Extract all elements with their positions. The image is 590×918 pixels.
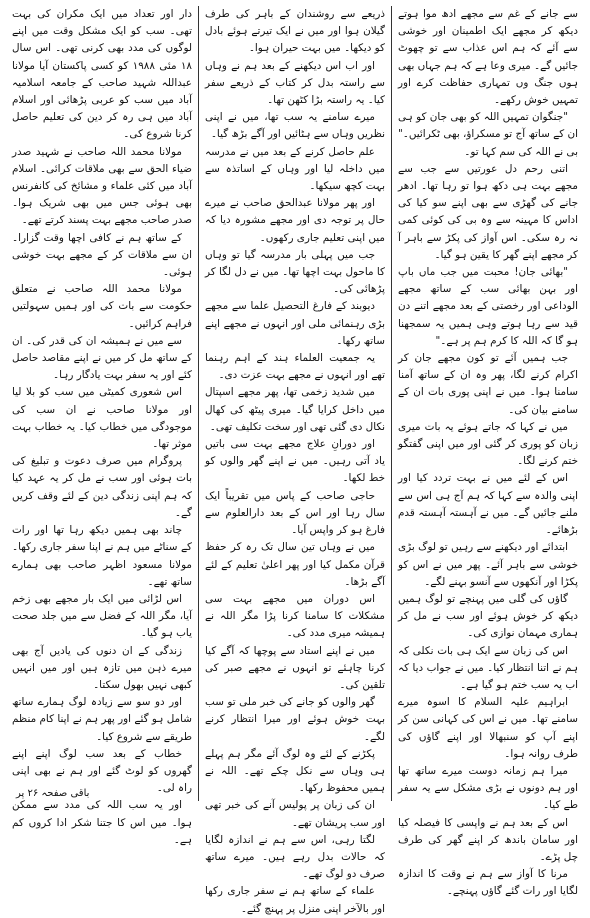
paragraph: مولانا محمد اللہ صاحب نے شہید صدر ضیاء الحق سے بھی ملاقات کرائی۔ اسلام آباد میں کئی علماء و مشائخ کی کانفرنس بھی ہوئی جس میں بھی شریک ہوا۔ صدر صاحب مجھے بہت پسند کرتے تھے۔ <box>12 145 192 227</box>
paragraph: چاند بھی ہمیں دیکھ رہا تھا اور رات کے سناٹے میں ہم نے اپنا سفر جاری رکھا۔ مولانا مسعود اظہر صاحب بھی ہمارے ساتھ تھے۔ <box>12 524 192 588</box>
paragraph: اتنی رحم دل عورتیں سے جب سے مجھے بہت ہی دکھ ہوا تو رہا تھا۔ ادھر جانے کی گھڑی سے بھی اپنے سو کیا کی اداس کا مہینہ سے وہ بی کی کوئی کمی نہ رہ سکی۔ اس آواز کی پکڑ سے باہر آ کر مجھے اپنے گھر کا یقین ہو گیا۔ <box>398 162 578 261</box>
paragraph: اور دو سو سے زیادہ لوگ ہمارے ساتھ شامل ہو گئے اور پھر ہم نے اپنا کام منظم طریقے سے شروع کیا۔ <box>12 696 192 743</box>
paragraph: دار اور تعداد میں ایک مکران کی بہت تھی۔ سب کو ایک مشکل وقت میں اپنے لوگوں کی مدد بھی کرنی تھی۔ اس سال ۱۸ مئی ۱۹۸۸ کو کسی پاکستان آیا مولانا عبداللہ شہید صاحب کے جامعہ اسلامیہ آباد میں سب کو عربی پڑھائی اور اسلام آباد میں ہی رہ کر دین کی تعلیم حاصل کرنا شروع کی۔ <box>12 8 193 141</box>
paragraph: اور یہ سب اللہ کی مدد سے ممکن ہوا۔ میں اس کا جتنا شکر ادا کروں کم ہے۔ <box>12 799 192 846</box>
column-left <box>6 6 199 846</box>
paragraph: اس کے لئے میں نے بہت تردد کیا اور اپنی والدہ سے کہا کہ ہم آج ہی اس سے ملنے جائیں گے۔ میں نے آہستہ آہستہ قدم بڑھائے۔ <box>398 472 578 537</box>
paragraph: میں نے وہاں تین سال تک رہ کر حفظ قرآن مکمل کیا اور پھر اعلیٰ تعلیم کے لئے آگے بڑھا۔ <box>205 541 385 588</box>
paragraph: اس لڑائی میں ایک بار مجھے بھی زخم آیا، مگر اللہ کے فضل سے میں جلد صحت یاب ہو گیا۔ <box>12 592 192 640</box>
paragraph: حاجی صاحب کے پاس میں تقریباً ایک سال رہا اور اس کے بعد دارالعلوم سے فارغ ہو کر واپس آیا۔ <box>205 489 385 537</box>
paragraph: جب میں پہلی بار مدرسہ گیا تو وہاں کا ماحول بہت اچھا تھا۔ میں نے دل لگا کر پڑھائی کی۔ <box>205 248 385 296</box>
paragraph: میں نے اپنے استاد سے پوچھا کہ آگے کیا کرنا چاہئے تو انہوں نے مجھے صبر کی تلقین کی۔ <box>205 644 385 691</box>
paragraph: لگتا رہی، اس سے ہم نے اندازہ لگایا کہ حالات بدل رہے ہیں۔ میرے ساتھ صرف دو لوگ تھے۔ <box>205 833 385 881</box>
paragraph: سے جانے کے غم سے مجھے ادھ موا ہوتے دیکھ کر مجھے ایک اطمینان اور خوشی سے آئے کہ ہم اس عذاب سے تو چھوٹ جائیں گے۔ میری وعا ہے کہ ہم جہاں بھی ہوں جنگ وں تمہاری حفاظت کرے اور تمہیں خوش رکھے۔ <box>398 8 578 107</box>
paragraph: علماء کے ساتھ ہم نے سفر جاری رکھا اور بالآخر اپنی منزل پر پہنچ گئے۔ <box>205 885 385 915</box>
paragraph: ذریعے سے روشندان کے باہر کی طرف گیلان ہوا اور میں نے ایک تیرتے ہوئے بادل کو دیکھا۔ میں بہت حیران ہوا۔ <box>205 8 385 55</box>
paragraph: ابراہیم علیہ السلام کا اسوہ میرے سامنے تھا۔ میں نے اس کی کہانی سن کر اپنے آپ کو سنبھالا اور اپنے گاؤں کی طرف روانہ ہوا۔ <box>398 696 578 760</box>
paragraph: میں شدید زخمی تھا، پھر مجھے اسپتال میں داخل کرایا گیا۔ میری پیٹھ کی کھال نکال دی گئی تھی اور سخت تکلیف تھی۔ <box>205 386 385 433</box>
paragraph: خطاب کے بعد سب لوگ اپنے اپنے گھروں کو لوٹ گئے اور ہم نے بھی اپنی راہ لی۔ <box>12 747 192 795</box>
paragraph: کے ساتھ ہم نے کافی اچھا وقت گزارا۔ ان سے ملاقات کر کے مجھے بہت خوشی ہوئی۔ <box>12 231 192 279</box>
paragraph: اور اب اس دیکھنے کے بعد ہم نے وہاں سے راستہ بدل کر کتاب کے ذریعے سفر کیا۔ یہ راستہ بڑا کٹھن تھا۔ <box>205 59 385 107</box>
paragraph: اس دوران میں مجھے بہت سی مشکلات کا سامنا کرنا پڑا مگر اللہ نے ہمیشہ میری مدد کی۔ <box>205 592 385 640</box>
paragraph: میرے سامنے یہ سب تھا، میں نے اپنی نظریں وہاں سے ہٹائیں اور آگے بڑھ گیا۔ <box>205 111 385 141</box>
paragraph: اس کے بعد ہم نے واپسی کا فیصلہ کیا اور سامان باندھ کر اپنے گھر کی طرف چل پڑے۔ <box>398 816 578 863</box>
paragraph: گاؤں کی گلی میں پہنچے تو لوگ ہمیں دیکھ کر خوش ہوئے اور سب نے مل کر ہماری مہمان نوازی کی۔ <box>398 592 578 640</box>
paragraph: اس شعوری کمیٹی میں سب کو بلا لیا اور مولانا صاحب نے ان سب کی موجودگی میں خطاب کیا۔ یہ خطاب بہت موثر تھا۔ <box>12 386 192 451</box>
paragraph: گھر والوں کو جانے کی خبر ملی تو سب بہت خوش ہوئے اور میرا انتظار کرنے لگے۔ <box>205 696 385 743</box>
paragraph: سے میں نے ہمیشہ ان کی قدر کی۔ ان کے ساتھ مل کر میں نے اپنے مقاصد حاصل کئے اور یہ سفر بہت یادگار رہا۔ <box>12 334 192 382</box>
paragraph: "بھائی جان! محبت میں جب ماں باپ اور بہن بھائی سب کے ساتھ مجھے الوداعی اور رخصتی کے بعد مجھے اتنے دن قید سے رہا ہوتے وہی ہمیں یہ سمجھنا ہو گا کہ اللہ کا کرم ہم پر ہے۔" <box>398 266 578 347</box>
column-middle <box>199 6 392 915</box>
paragraph: میرا ہم زمانہ دوست میرے ساتھ تھا اور ہم دونوں نے بڑی مشکل سے یہ سفر طے کیا۔ <box>398 764 578 812</box>
text-columns <box>6 6 584 915</box>
paragraph: پروگرام میں صرف دعوت و تبلیغ کی بات ہوئی اور سب نے مل کر یہ عہد کیا کہ ہم اپنی زندگی دین کے لئے وقف کریں گے۔ <box>12 455 192 519</box>
continuation-note: باقی صفحہ ۲۶ پر <box>16 788 90 799</box>
paragraph: یہ جمعیت العلماء ہند کے اہم رہنما تھے اور انہوں نے مجھے بہت عزت دی۔ <box>205 352 385 382</box>
paragraph: جب ہمیں آئے تو کون مجھے جان کر اکرام کرنے لگا، پھر وہ ان کے ساتھ آمنا سامنا ہوا۔ میں نے اپنی پوری بات ان کے سامنے بیان کی۔ <box>398 352 578 416</box>
paragraph: مولانا محمد اللہ صاحب نے متعلق حکومت سے بات کی اور ہمیں سہولتیں فراہم کرائیں۔ <box>12 283 192 330</box>
paragraph: پکڑنے کے لئے وہ لوگ آئے مگر ہم پہلے ہی وہاں سے نکل چکے تھے۔ اللہ نے ہمیں محفوظ رکھا۔ <box>205 747 385 795</box>
paragraph: اور پھر مولانا عبدالحق صاحب نے میرے حال پر توجہ دی اور مجھے مشورہ دیا کہ میں اپنی تعلیم جاری رکھوں۔ <box>205 197 385 244</box>
column-right <box>392 6 584 898</box>
paragraph: علم حاصل کرنے کے بعد میں نے مدرسہ میں داخلہ لیا اور وہاں کے اساتذہ سے بہت کچھ سیکھا۔ <box>205 145 385 193</box>
paragraph: زندگی کے ان دنوں کی یادیں آج بھی میرے ذہن میں تازہ ہیں اور میں انہیں کبھی نہیں بھول سکتا۔ <box>12 644 192 691</box>
paragraph: اس کی زبان سے ایک ہی بات نکلی کہ ہم نے اتنا انتظار کیا۔ میں نے جواب دیا کہ اب یہ سب ختم ہو گیا ہے۔ <box>398 644 578 691</box>
paragraph: مرنا کا آواز سے ہم نے وقت کا اندازہ لگایا اور رات گئے گاؤں پہنچے۔ <box>398 868 578 898</box>
paragraph: "جنگوان تمہیں اللہ کو بھی جان کو ہی ان کے ساتھ آج تو مسکراؤ، بھی ٹکرائیں۔" بی نے اللہ کی سم کہا تو۔ <box>398 111 578 158</box>
paragraph: ان کی زبان پر پولیس آنے کی خبر تھی اور سب پریشان تھے۔ <box>205 799 385 829</box>
paragraph: ابتدائے اور دیکھنے سے رہیں تو لوگ بڑی خوشی سے باہر آئے۔ پھر میں نے اس کو پکڑا اور آنکھوں سے آنسو بہنے لگے۔ <box>398 541 578 588</box>
paragraph: میں نے کہا کہ جاتے ہوئے یہ بات میری زبان کو پوری کر گئی اور میں اپنی گفتگو ختم کرنے لگا۔ <box>398 420 578 468</box>
paragraph: دیوبند کے فارغ التحصیل علما سے مجھے بڑی رہنمائی ملی اور انہوں نے مجھے اپنے ساتھ رکھا۔ <box>205 300 385 347</box>
paragraph: اور دورانِ علاج مجھے بہت سی باتیں یاد آتی رہیں۔ میں نے اپنے گھر والوں کو خط لکھا۔ <box>205 438 385 485</box>
